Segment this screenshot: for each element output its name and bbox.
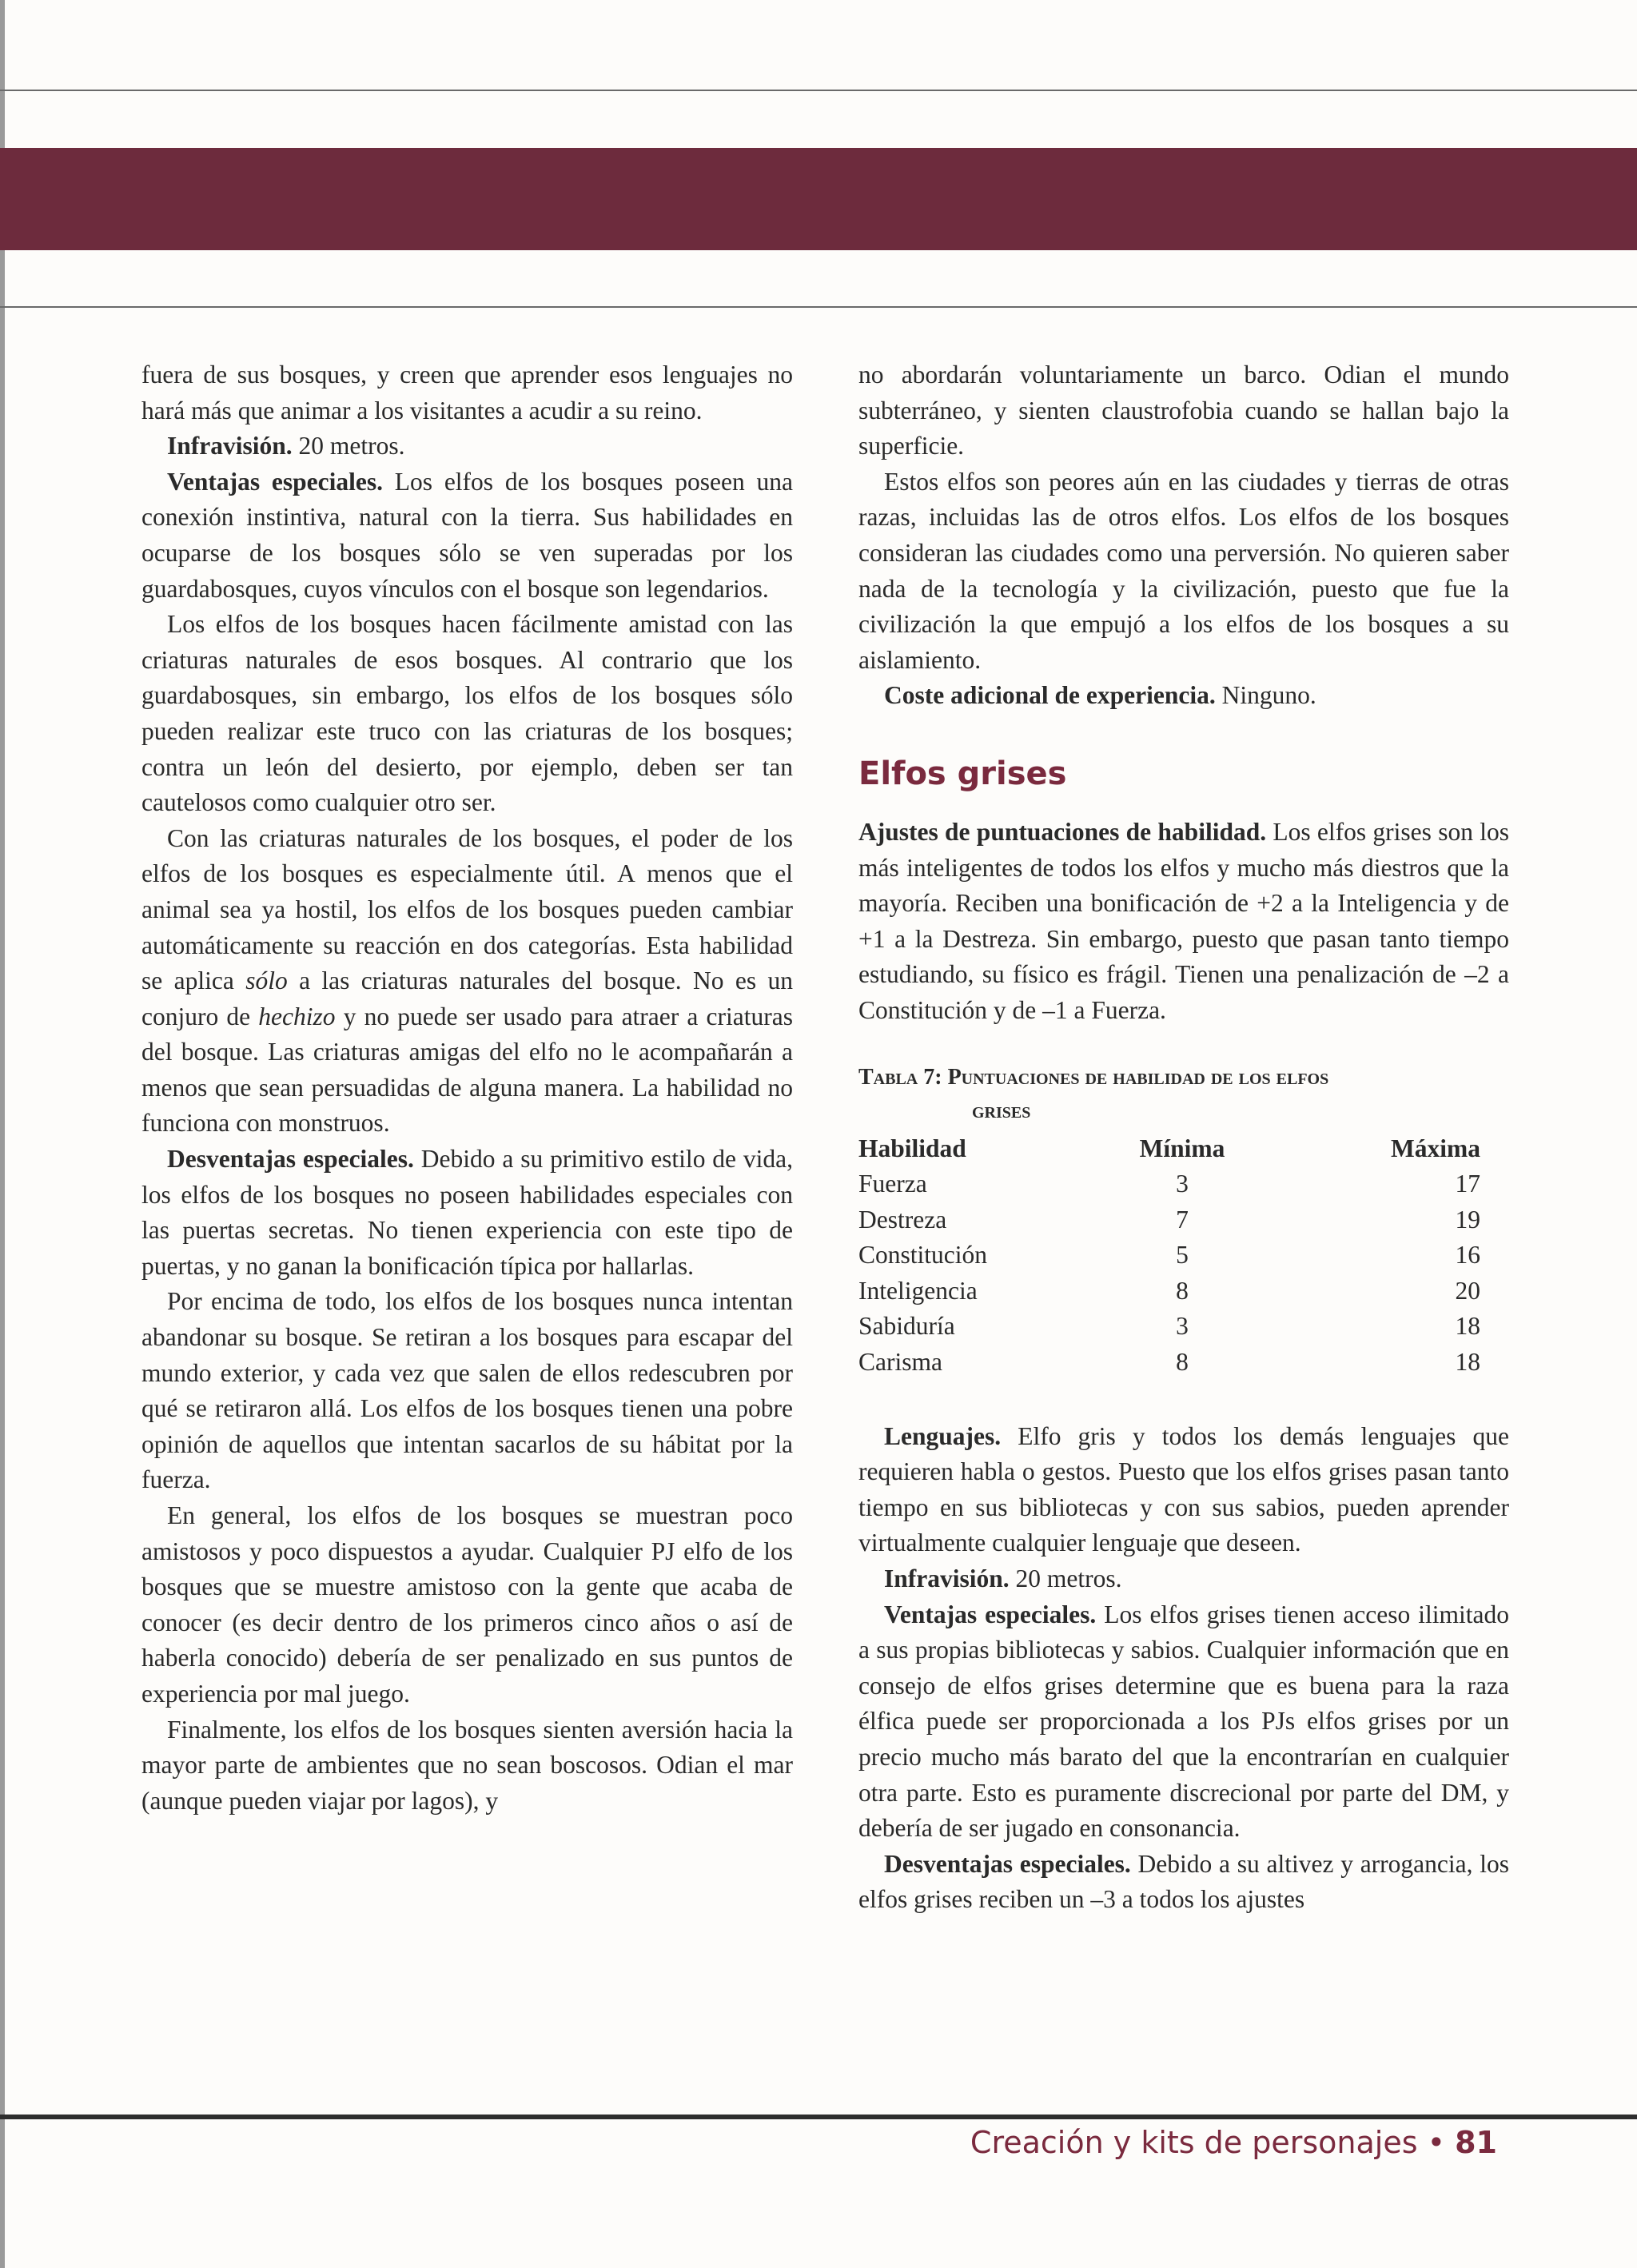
table-cell: 17 bbox=[1455, 1170, 1480, 1198]
left-column bbox=[141, 357, 793, 1819]
table-cell: 16 bbox=[1455, 1241, 1480, 1270]
label-coste: Coste adicional de experiencia. bbox=[884, 681, 1216, 710]
paragraph: fuera de sus bosques, y creen que aprender esos lenguajes no hará más que animar a los visitantes a acudir a su reino. bbox=[141, 361, 793, 425]
paragraph-desventajas: Desventajas especiales. Debido a su primitivo estilo de vida, los elfos de los bosques no poseen habilidades especiales con las puertas secretas. No tienen experiencia con este tipo de puertas, y no ganan la bonificación típica por hallarlas. bbox=[141, 1145, 793, 1280]
table-cell: 18 bbox=[1455, 1312, 1480, 1341]
paragraph-infravision: Infravisión. 20 metros. bbox=[167, 432, 405, 460]
label-desventajas: Desventajas especiales. bbox=[167, 1145, 414, 1174]
table-cell: Carisma bbox=[858, 1348, 942, 1377]
paragraph-infravision: Infravisión. 20 metros. bbox=[884, 1564, 1122, 1593]
table-caption: Tabla 7: Puntuaciones de habilidad de los elfos grises bbox=[858, 1064, 1329, 1123]
paragraph: Por encima de todo, los elfos de los bosques nunca intentan abandonar su bosque. Se retiran a los bosques para escapar del mundo exterior, y cada vez que salen de ellos redescubren por qué se retiraron allá. Los elfos de los bosques tienen una pobre opinión de aquellos que intentan sacarlos de su hábitat por la fuerza. bbox=[141, 1287, 793, 1494]
table-cell: 5 bbox=[1176, 1241, 1189, 1270]
table-cell: Inteligencia bbox=[858, 1276, 978, 1305]
table-header-row bbox=[858, 1131, 1509, 1167]
label-infravision: Infravisión. bbox=[884, 1564, 1010, 1593]
label-desventajas: Desventajas especiales. bbox=[884, 1849, 1131, 1878]
paragraph: Con las criaturas naturales de los bosques, el poder de los elfos de los bosques es especialmente útil. A menos que el animal sea ya hostil, los elfos de los bosques pueden cambiar automáticamente su reacción en dos categorías. Esta habilidad se aplica sólo a las criaturas naturales del bosque. No es un conjuro de hechizo y no puede ser usado para atraer a criaturas del bosque. Las criaturas amigas del elfo no le acompañarán a menos que sean persuadidas de alguna manera. La habilidad no funciona con monstruos. bbox=[141, 823, 793, 1138]
table-cell: 8 bbox=[1176, 1276, 1189, 1305]
paragraph-lenguajes: Lenguajes. Elfo gris y todos los demás lenguajes que requieren habla o gestos. Puesto que los elfos grises pasan tanto tiempo en sus bibliotecas y con sus sabios, pueden aprender virtualmente cualquier lenguaje que deseen. bbox=[858, 1421, 1509, 1557]
label-ventajas: Ventajas especiales. bbox=[167, 467, 383, 496]
right-column bbox=[858, 357, 1509, 1918]
table-cell: 8 bbox=[1176, 1348, 1189, 1377]
column-header: Máxima bbox=[1391, 1134, 1480, 1162]
table-row bbox=[858, 1238, 1509, 1274]
label-lenguajes: Lenguajes. bbox=[884, 1421, 1002, 1450]
paragraph-ventajas: Ventajas especiales. Los elfos de los bosques poseen una conexión instintiva, natural con la tierra. Sus habilidades en ocuparse de los bosques sólo se ven superadas por los guardabosques, cuyos vínculos con el bosque son legendarios. bbox=[141, 467, 793, 603]
header-band bbox=[0, 148, 1637, 250]
table-cell: Fuerza bbox=[858, 1170, 927, 1198]
table-cell: Sabiduría bbox=[858, 1312, 955, 1341]
label-ajustes: Ajustes de puntuaciones de habilidad. bbox=[858, 817, 1267, 846]
footer-bullet: • bbox=[1417, 2125, 1456, 2160]
table-row bbox=[858, 1274, 1509, 1309]
column-header: Habilidad bbox=[858, 1134, 966, 1162]
paragraph: Finalmente, los elfos de los bosques sienten aversión hacia la mayor parte de ambientes que no sean boscosos. Odian el mar (aunque pueden viajar por lagos), y bbox=[141, 1715, 793, 1815]
table-cell: 20 bbox=[1455, 1276, 1480, 1305]
paragraph-coste: Coste adicional de experiencia. Ninguno. bbox=[884, 681, 1316, 710]
table-cell: 19 bbox=[1455, 1205, 1480, 1234]
page-edge bbox=[0, 0, 5, 2268]
table-cell: 18 bbox=[1455, 1348, 1480, 1377]
table-row bbox=[858, 1345, 1509, 1381]
page-footer bbox=[970, 2120, 1497, 2165]
paragraph: no abordarán voluntariamente un barco. Odian el mundo subterráneo, y sienten claustrofobia cuando se hallan bajo la superficie. bbox=[858, 361, 1509, 460]
table-cell: Destreza bbox=[858, 1205, 947, 1234]
ability-table bbox=[858, 1131, 1509, 1381]
table-cell: 7 bbox=[1176, 1205, 1189, 1234]
paragraph-ventajas: Ventajas especiales. Los elfos grises tienen acceso ilimitado a sus propias bibliotecas y sabios. Cualquier información que en consejo de elfos grises determine que es buena para la raza élfica puede ser proporcionada a los PJs elfos grises por un precio mucho más barato del que la encontrarían en cualquier otra parte. Esto es puramente discrecional por parte del DM, y debería de ser jugado en consonancia. bbox=[858, 1600, 1509, 1843]
footer-rule bbox=[0, 2115, 1637, 2119]
label-infravision: Infravisión. bbox=[167, 432, 293, 460]
label-ventajas: Ventajas especiales. bbox=[884, 1600, 1097, 1628]
table-row bbox=[858, 1202, 1509, 1238]
table-cell: 3 bbox=[1176, 1312, 1189, 1341]
paragraph: Estos elfos son peores aún en las ciudades y tierras de otras razas, incluidas las de otros elfos. Los elfos de los bosques consideran las ciudades como una perversión. No quieren saber nada de la tecnología y la civilización, puesto que fue la civilización la que empujó a los elfos de los bosques a su aislamiento. bbox=[858, 467, 1509, 674]
header-rule-bottom bbox=[0, 306, 1637, 308]
paragraph-desventajas: Desventajas especiales. Debido a su altivez y arrogancia, los elfos grises reciben un –3 a todos los ajustes bbox=[858, 1849, 1509, 1914]
section-heading: Elfos grises bbox=[858, 755, 1067, 792]
footer-section-title: Creación y kits de personajes bbox=[970, 2125, 1418, 2160]
header-rule-top bbox=[0, 90, 1637, 91]
table-row bbox=[858, 1166, 1509, 1202]
page-number: 81 bbox=[1455, 2125, 1497, 2160]
table-row bbox=[858, 1309, 1509, 1345]
paragraph: En general, los elfos de los bosques se muestran poco amistosos y poco dispuestos a ayudar. Cualquier PJ elfo de los bosques que se muestre amistoso con la gente que acaba de conocer (es decir dentro de los primeros cinco años o así de haberla conocido) debería de ser penalizado en sus puntos de experiencia por mal juego. bbox=[141, 1501, 793, 1708]
table-cell: 3 bbox=[1176, 1170, 1189, 1198]
paragraph-ajustes: Ajustes de puntuaciones de habilidad. Los elfos grises son los más inteligentes de todos los elfos y mucho más diestros que la mayoría. Reciben una bonificación de +2 a la Inteligencia y de +1 a la Destreza. Sin embargo, puesto que pasan tanto tiempo estudiando, su físico es frágil. Tienen una penalización de –2 a Constitución y de –1 a Fuerza. bbox=[858, 817, 1509, 1024]
column-header: Mínima bbox=[1139, 1134, 1225, 1162]
table-cell: Constitución bbox=[858, 1241, 988, 1270]
paragraph: Los elfos de los bosques hacen fácilmente amistad con las criaturas naturales de esos bosques. Al contrario que los guardabosques, sin embargo, los elfos de los bosques sólo pueden realizar este truco con las criaturas de los bosques; contra un león del desierto, por ejemplo, deben ser tan cautelosos como cualquier otro ser. bbox=[141, 610, 793, 817]
